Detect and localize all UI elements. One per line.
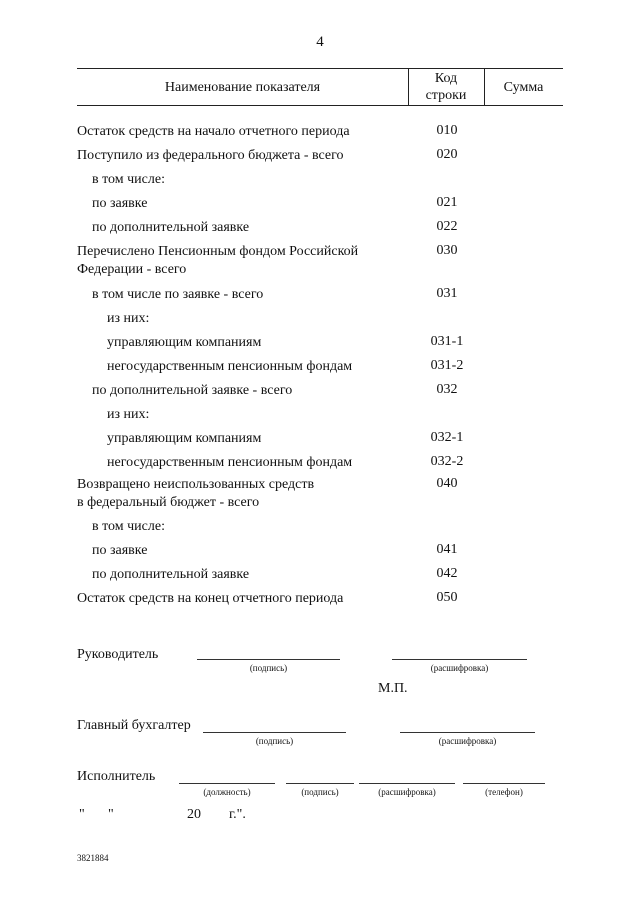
row-label: негосударственным пенсионным фондам bbox=[107, 455, 353, 470]
accountant-decode-line[interactable] bbox=[400, 732, 535, 733]
row-label: по заявке bbox=[92, 196, 148, 211]
row-label: Перечислено Пенсионным фондом Российской bbox=[77, 244, 359, 259]
row-label: по дополнительной заявке bbox=[92, 567, 250, 582]
row-label: из них: bbox=[107, 407, 150, 422]
row-label: Остаток средств на конец отчетного периода bbox=[77, 591, 344, 606]
accountant-decode-caption: (расшифровка) bbox=[438, 736, 497, 746]
row-code: 032-2 bbox=[430, 454, 464, 469]
row-code: 010 bbox=[436, 123, 458, 138]
row-label-continued: в федеральный бюджет - всего bbox=[77, 495, 260, 510]
date-year-prefix: 20 bbox=[187, 807, 201, 822]
header-code-column-line2: строки bbox=[425, 88, 467, 103]
row-label: по заявке bbox=[92, 543, 148, 558]
executor-position-caption: (должность) bbox=[203, 787, 251, 797]
table-header-bottom-border bbox=[77, 105, 563, 106]
row-code: 031 bbox=[436, 286, 458, 301]
row-code: 041 bbox=[436, 542, 458, 557]
row-code: 031-1 bbox=[430, 334, 464, 349]
row-code: 031-2 bbox=[430, 358, 464, 373]
date-quote-open: " bbox=[79, 807, 85, 822]
row-label-continued: Федерации - всего bbox=[77, 262, 187, 277]
row-code: 032-1 bbox=[430, 430, 464, 445]
row-code: 021 bbox=[436, 195, 458, 210]
header-sum-column: Сумма bbox=[503, 80, 544, 95]
executor-decode-line[interactable] bbox=[359, 783, 455, 784]
table-top-border bbox=[77, 68, 563, 69]
executor-signature-caption: (подпись) bbox=[301, 787, 339, 797]
row-code: 040 bbox=[436, 476, 458, 491]
row-code: 020 bbox=[436, 147, 458, 162]
row-label: управляющим компаниям bbox=[107, 335, 262, 350]
row-code: 042 bbox=[436, 566, 458, 581]
accountant-signature-line[interactable] bbox=[203, 732, 346, 733]
row-code: 050 bbox=[436, 590, 458, 605]
row-code: 022 bbox=[436, 219, 458, 234]
executor-position-line[interactable] bbox=[179, 783, 275, 784]
row-label: по дополнительной заявке bbox=[92, 220, 250, 235]
header-name-column: Наименование показателя bbox=[164, 80, 321, 95]
head-decode-caption: (расшифровка) bbox=[430, 663, 489, 673]
head-label: Руководитель bbox=[77, 647, 159, 662]
row-label: в том числе: bbox=[92, 519, 165, 534]
row-label: Возвращено неиспользованных средств bbox=[77, 477, 315, 492]
row-label: Остаток средств на начало отчетного периода bbox=[77, 124, 350, 139]
head-decode-line[interactable] bbox=[392, 659, 527, 660]
executor-decode-caption: (расшифровка) bbox=[378, 787, 436, 797]
executor-phone-caption: (телефон) bbox=[485, 787, 523, 797]
row-label: из них: bbox=[107, 311, 150, 326]
row-label: по дополнительной заявке - всего bbox=[92, 383, 293, 398]
executor-label: Исполнитель bbox=[77, 769, 156, 784]
date-year-suffix: г.". bbox=[229, 807, 246, 822]
row-label: управляющим компаниям bbox=[107, 431, 262, 446]
stamp-place: М.П. bbox=[378, 681, 408, 696]
executor-phone-line[interactable] bbox=[463, 783, 545, 784]
date-quote-close: " bbox=[108, 807, 114, 822]
head-signature-line[interactable] bbox=[197, 659, 340, 660]
accountant-label: Главный бухгалтер bbox=[77, 718, 191, 733]
row-label: Поступило из федерального бюджета - всего bbox=[77, 148, 344, 163]
accountant-signature-caption: (подпись) bbox=[255, 736, 294, 746]
page-number: 4 bbox=[316, 34, 324, 50]
row-code: 030 bbox=[436, 243, 458, 258]
row-label: негосударственным пенсионным фондам bbox=[107, 359, 353, 374]
row-code: 032 bbox=[436, 382, 458, 397]
executor-signature-line[interactable] bbox=[286, 783, 354, 784]
row-label: в том числе: bbox=[92, 172, 165, 187]
row-label: в том числе по заявке - всего bbox=[92, 287, 264, 302]
head-signature-caption: (подпись) bbox=[249, 663, 288, 673]
header-code-column-line1: Код bbox=[434, 71, 458, 86]
document-id: 3821884 bbox=[77, 853, 109, 863]
